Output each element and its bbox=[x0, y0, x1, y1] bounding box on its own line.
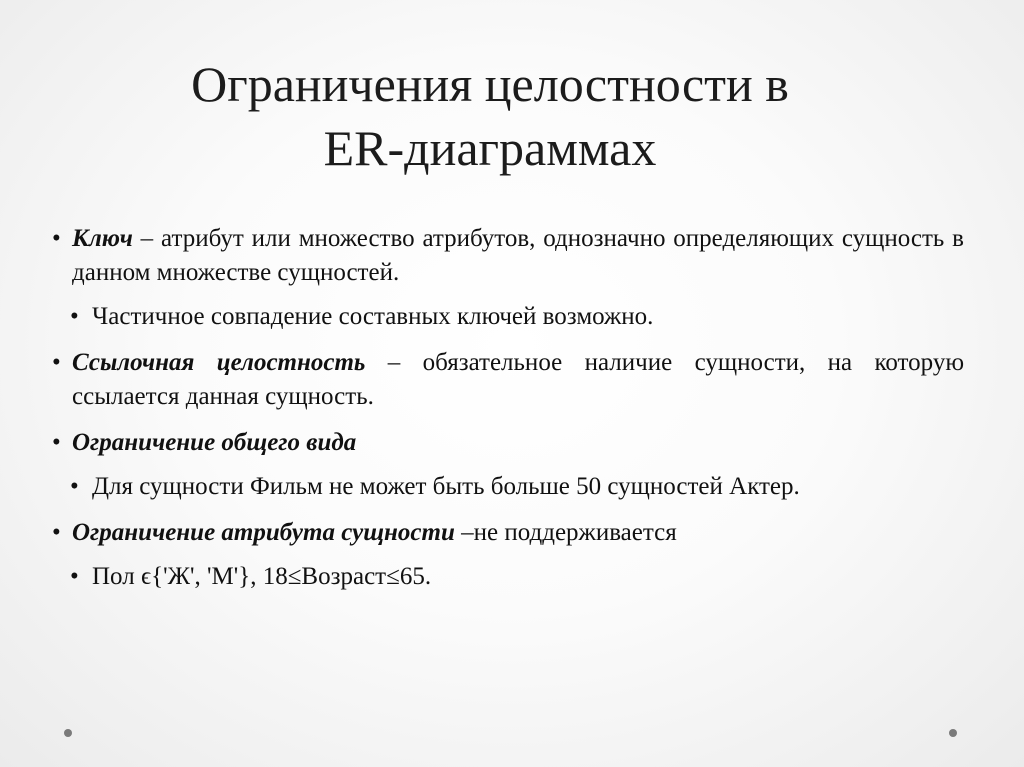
bullet-marker: • bbox=[52, 429, 61, 456]
bullet-attribute-constraint bbox=[52, 516, 972, 550]
bullet-marker: • bbox=[70, 563, 79, 590]
corner-dot-right bbox=[949, 729, 957, 737]
referential-integrity-definition: – обязательное наличие сущности, на которую ссылается данная сущность. bbox=[72, 349, 964, 410]
bullet-key bbox=[52, 222, 972, 290]
title-line-2: ER-диаграммах bbox=[323, 120, 657, 176]
attribute-constraint-text: –не поддерживается bbox=[454, 519, 677, 546]
term-general-constraint: Ограничение общего вида bbox=[72, 429, 357, 456]
sub-bullet-gender-age bbox=[52, 560, 972, 594]
term-attribute-constraint: Ограничение атрибута сущности bbox=[72, 519, 455, 546]
corner-dot-left bbox=[64, 729, 72, 737]
bullet-marker: • bbox=[52, 225, 61, 252]
sub-bullet-composite-keys bbox=[52, 300, 972, 334]
sub-bullet-film-actors bbox=[52, 470, 972, 504]
film-actors-text: Для сущности Фильм не может быть больше 50 сущностей Актер. bbox=[92, 473, 800, 500]
term-referential-integrity: Ссылочная целостность bbox=[72, 349, 366, 376]
slide-content bbox=[52, 222, 972, 594]
bullet-referential-integrity bbox=[52, 346, 972, 414]
bullet-marker: • bbox=[52, 349, 61, 376]
title-line-1: Ограничения целостности в bbox=[191, 56, 789, 112]
composite-keys-text: Частичное совпадение составных ключей возможно. bbox=[92, 303, 654, 330]
bullet-marker: • bbox=[70, 473, 79, 500]
term-key: Ключ bbox=[72, 225, 133, 252]
bullet-marker: • bbox=[52, 519, 61, 546]
bullet-general-constraint bbox=[52, 426, 972, 460]
gender-age-text: Пол ϵ{'Ж', 'М'}, 18≤Возраст≤65. bbox=[92, 563, 432, 590]
key-definition: – атрибут или множество атрибутов, однозначно определяющих сущность в данном множестве сущностей. bbox=[72, 225, 964, 286]
slide-title bbox=[0, 52, 980, 180]
bullet-marker: • bbox=[70, 303, 79, 330]
